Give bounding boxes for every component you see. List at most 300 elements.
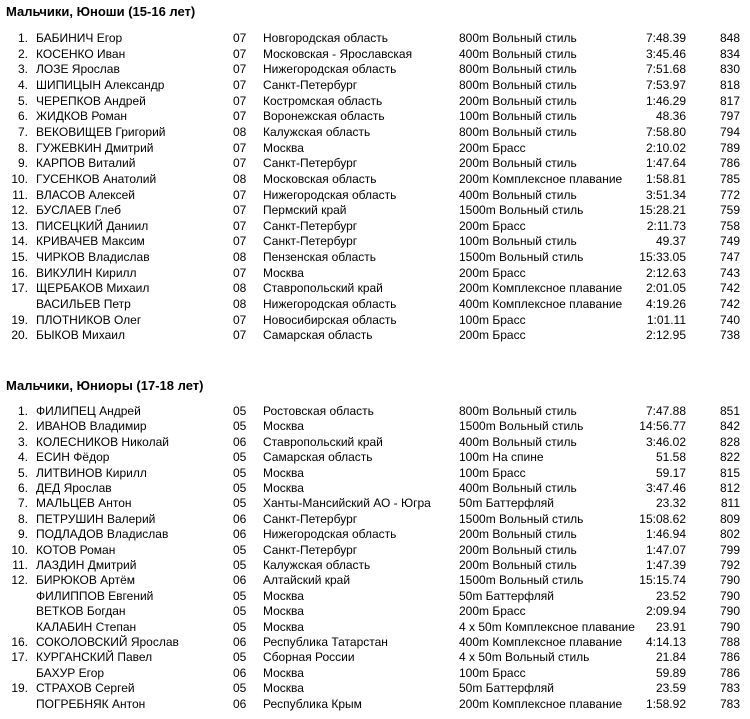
- athlete-name: БИРЮКОВ Артём: [36, 573, 135, 588]
- result-row: [0, 435, 750, 450]
- result-row: [0, 156, 750, 171]
- athlete-name: КРИВАЧЕВ Максим: [36, 234, 145, 249]
- result-time: 7:51.68: [645, 62, 686, 77]
- birth-year: 05: [233, 604, 247, 619]
- region: Калужская область: [263, 558, 371, 572]
- result-time: 48.36: [655, 109, 686, 124]
- region: Новосибирская область: [263, 312, 397, 327]
- athlete-name: ЖИДКОВ Роман: [36, 109, 128, 124]
- birth-year: 07: [233, 187, 247, 202]
- place-number: 13.: [11, 218, 28, 233]
- event-name: 1500m Вольный стиль: [459, 250, 584, 265]
- birth-year: 05: [233, 496, 247, 511]
- birth-year: 06: [233, 665, 247, 680]
- points: 834: [719, 46, 740, 61]
- points: 738: [719, 328, 740, 343]
- place-number: 1.: [17, 404, 28, 418]
- athlete-name: БУСЛАЕВ Глеб: [36, 203, 121, 218]
- points: 789: [719, 140, 740, 155]
- points: 740: [719, 312, 740, 327]
- result-row: [0, 47, 750, 62]
- points: 811: [720, 496, 740, 511]
- result-row: [0, 328, 750, 343]
- result-time: 15:08.62: [639, 511, 686, 526]
- birth-year: 07: [233, 46, 247, 61]
- region: Пензенская область: [263, 250, 377, 265]
- result-row: [0, 234, 750, 249]
- points: 790: [719, 604, 740, 619]
- points: 799: [719, 542, 740, 557]
- result-row: [0, 172, 750, 187]
- region: Калужская область: [263, 124, 371, 139]
- event-name: 400m Вольный стиль: [459, 46, 577, 61]
- place-number: 8.: [17, 511, 28, 526]
- region: Московская область: [263, 171, 377, 186]
- athlete-name: ГУЖЕВКИН Дмитрий: [36, 140, 154, 155]
- result-time: 7:58.80: [645, 124, 686, 139]
- region: Ставропольский край: [263, 281, 383, 296]
- place-number: 9.: [17, 527, 28, 542]
- birth-year: 05: [233, 588, 247, 603]
- birth-year: 08: [233, 124, 247, 139]
- points: 851: [719, 404, 740, 418]
- place-number: 15.: [11, 250, 28, 265]
- athlete-name: ДЕД Ярослав: [36, 481, 112, 495]
- region: Санкт-Петербург: [263, 156, 358, 171]
- event-name: 400m Комплексное плавание: [459, 635, 623, 649]
- event-name: 50m Баттерфляй: [459, 588, 554, 603]
- birth-year: 07: [233, 203, 247, 218]
- points: 786: [719, 665, 740, 680]
- result-row: [0, 109, 750, 124]
- athlete-name: ВИКУЛИН Кирилл: [36, 265, 137, 280]
- result-row: [0, 589, 750, 604]
- birth-year: 07: [233, 265, 247, 280]
- result-row: [0, 512, 750, 527]
- athlete-name: СОКОЛОВСКИЙ Ярослав: [36, 635, 179, 649]
- birth-year: 08: [233, 250, 247, 265]
- region: Санкт-Петербург: [263, 542, 358, 557]
- region: Санкт-Петербург: [263, 77, 358, 92]
- event-name: 200m Комплексное плавание: [459, 696, 623, 711]
- points: 790: [719, 619, 740, 634]
- points: 772: [719, 187, 740, 202]
- region: Ханты-Мансийский АО - Югра: [263, 496, 431, 511]
- points: 818: [719, 77, 740, 92]
- birth-year: 06: [233, 511, 247, 526]
- event-name: 100m Вольный стиль: [459, 109, 577, 124]
- athlete-name: ВАСИЛЬЕВ Петр: [36, 297, 131, 312]
- result-time: 3:45.46: [645, 46, 686, 61]
- points: 797: [719, 109, 740, 124]
- result-time: 15:28.21: [639, 203, 686, 218]
- result-time: 4:19.26: [645, 297, 686, 312]
- result-row: [0, 203, 750, 218]
- result-time: 1:47.39: [645, 558, 686, 572]
- result-row: [0, 94, 750, 109]
- result-time: 1:47.64: [645, 156, 686, 171]
- result-time: 7:48.39: [645, 31, 686, 45]
- athlete-name: ФИЛИПЕЦ Андрей: [36, 404, 141, 418]
- event-name: 100m На спине: [459, 450, 544, 465]
- place-number: 6.: [17, 109, 28, 124]
- result-row: [0, 543, 750, 558]
- event-name: 100m Брасс: [459, 665, 526, 680]
- event-name: 200m Брасс: [459, 604, 526, 619]
- place-number: 9.: [17, 156, 28, 171]
- birth-year: 07: [233, 140, 247, 155]
- birth-year: 05: [233, 542, 247, 557]
- athlete-name: ЛОЗЕ Ярослав: [36, 62, 120, 77]
- result-time: 2:11.73: [646, 218, 686, 233]
- athlete-name: ПЛОТНИКОВ Олег: [36, 312, 142, 327]
- result-row: [0, 481, 750, 496]
- place-number: 14.: [11, 234, 28, 249]
- athlete-name: ЧЕРЕПКОВ Андрей: [36, 93, 146, 108]
- birth-year: 07: [233, 328, 247, 343]
- birth-year: 07: [233, 234, 247, 249]
- result-row: [0, 681, 750, 696]
- region: Москва: [263, 465, 304, 480]
- region: Нижегородская область: [263, 297, 397, 312]
- birth-year: 05: [233, 650, 247, 665]
- region: Санкт-Петербург: [263, 511, 358, 526]
- points: 790: [719, 573, 740, 588]
- result-time: 21.84: [655, 650, 686, 665]
- result-time: 14:56.77: [639, 419, 686, 434]
- region: Ставропольский край: [263, 434, 383, 449]
- event-name: 50m Баттерфляй: [459, 681, 554, 696]
- result-row: [0, 297, 750, 312]
- section-title-juniors-17-18: Мальчики, Юниоры (17-18 лет): [6, 378, 204, 393]
- birth-year: 07: [233, 156, 247, 171]
- birth-year: 07: [233, 31, 247, 45]
- points: 785: [719, 171, 740, 186]
- region: Воронежская область: [263, 109, 385, 124]
- event-name: 200m Вольный стиль: [459, 542, 577, 557]
- athlete-name: ПОГРЕБНЯК Антон: [36, 696, 146, 711]
- place-number: 3.: [17, 434, 28, 449]
- event-name: 1500m Вольный стиль: [459, 511, 584, 526]
- place-number: 10.: [11, 171, 28, 186]
- points: 743: [719, 265, 740, 280]
- athlete-name: СТРАХОВ Сергей: [36, 681, 135, 696]
- place-number: 19.: [11, 312, 28, 327]
- region: Костромская область: [263, 93, 383, 108]
- athlete-name: КОТОВ Роман: [36, 542, 116, 557]
- points: 786: [719, 650, 740, 665]
- event-name: 200m Комплексное плавание: [459, 281, 623, 296]
- event-name: 1500m Вольный стиль: [459, 573, 584, 588]
- birth-year: 06: [233, 527, 247, 542]
- result-row: [0, 666, 750, 681]
- result-time: 23.32: [655, 496, 686, 511]
- result-time: 4:14.13: [645, 635, 686, 649]
- points: 848: [719, 31, 740, 45]
- event-name: 800m Вольный стиль: [459, 404, 577, 418]
- place-number: 4.: [17, 77, 28, 92]
- athlete-name: ЩЕРБАКОВ Михаил: [36, 281, 150, 296]
- result-row: [0, 313, 750, 328]
- athlete-name: ВЛАСОВ Алексей: [36, 187, 135, 202]
- athlete-name: КУРГАНСКИЙ Павел: [36, 650, 153, 665]
- result-time: 2:12.63: [645, 265, 686, 280]
- region: Республика Крым: [263, 696, 362, 711]
- event-name: 800m Вольный стиль: [459, 31, 577, 45]
- region: Москва: [263, 619, 304, 634]
- athlete-name: БАБИНИЧ Егор: [36, 31, 123, 45]
- result-time: 7:47.88: [645, 404, 686, 418]
- points: 815: [719, 465, 740, 480]
- place-number: 5.: [17, 93, 28, 108]
- result-time: 1:46.29: [645, 93, 686, 108]
- place-number: 3.: [17, 62, 28, 77]
- points: 742: [719, 281, 740, 296]
- result-row: [0, 573, 750, 588]
- region: Пермский край: [263, 203, 347, 218]
- place-number: 8.: [17, 140, 28, 155]
- athlete-name: ПИСЕЦКИЙ Даниил: [36, 218, 149, 233]
- region: Москва: [263, 481, 304, 495]
- birth-year: 05: [233, 481, 247, 495]
- region: Сборная России: [263, 650, 355, 665]
- points: 809: [719, 511, 740, 526]
- athlete-name: КАЛАБИН Степан: [36, 619, 137, 634]
- result-time: 2:01.05: [645, 281, 686, 296]
- result-time: 7:53.97: [645, 77, 686, 92]
- place-number: 16.: [11, 265, 28, 280]
- athlete-name: ЛИТВИНОВ Кирилл: [36, 465, 147, 480]
- athlete-name: ГУСЕНКОВ Анатолий: [36, 171, 157, 186]
- result-row: [0, 125, 750, 140]
- result-row: [0, 650, 750, 665]
- points: 758: [719, 218, 740, 233]
- points: 788: [719, 635, 740, 649]
- region: Нижегородская область: [263, 62, 397, 77]
- points: 783: [719, 696, 740, 711]
- region: Самарская область: [263, 328, 373, 343]
- athlete-name: МАЛЬЦЕВ Антон: [36, 496, 132, 511]
- place-number: 4.: [17, 450, 28, 465]
- result-time: 1:46.94: [645, 527, 686, 542]
- birth-year: 06: [233, 434, 247, 449]
- points: 783: [719, 681, 740, 696]
- result-time: 2:12.95: [645, 328, 686, 343]
- result-time: 23.52: [655, 588, 686, 603]
- athlete-name: ПЕТРУШИН Валерий: [36, 511, 156, 526]
- result-row: [0, 558, 750, 573]
- region: Самарская область: [263, 450, 373, 465]
- birth-year: 07: [233, 77, 247, 92]
- result-time: 1:47.07: [645, 542, 686, 557]
- event-name: 4 x 50m Вольный стиль: [459, 650, 590, 665]
- athlete-name: КОЛЕСНИКОВ Николай: [36, 434, 169, 449]
- athlete-name: ФИЛИППОВ Евгений: [36, 588, 154, 603]
- result-row: [0, 250, 750, 265]
- event-name: 50m Баттерфляй: [459, 496, 554, 511]
- place-number: 19.: [11, 681, 28, 696]
- event-name: 800m Вольный стиль: [459, 62, 577, 77]
- region: Новгородская область: [263, 31, 389, 45]
- place-number: 16.: [11, 635, 28, 649]
- region: Санкт-Петербург: [263, 218, 358, 233]
- result-row: [0, 141, 750, 156]
- points: 842: [719, 419, 740, 434]
- result-row: [0, 450, 750, 465]
- athlete-name: КОСЕНКО Иван: [36, 46, 126, 61]
- birth-year: 06: [233, 696, 247, 711]
- athlete-name: ЧИРКОВ Владислав: [36, 250, 150, 265]
- points: 822: [719, 450, 740, 465]
- result-row: [0, 266, 750, 281]
- result-time: 15:15.74: [639, 573, 686, 588]
- event-name: 200m Вольный стиль: [459, 527, 577, 542]
- birth-year: 07: [233, 218, 247, 233]
- place-number: 7.: [17, 124, 28, 139]
- points: 759: [719, 203, 740, 218]
- result-row: [0, 31, 750, 46]
- points: 830: [719, 62, 740, 77]
- place-number: 20.: [11, 328, 28, 343]
- place-number: 2.: [17, 419, 28, 434]
- birth-year: 08: [233, 171, 247, 186]
- result-time: 3:51.34: [645, 187, 686, 202]
- result-row: [0, 635, 750, 650]
- place-number: 17.: [11, 281, 28, 296]
- place-number: 10.: [11, 542, 28, 557]
- event-name: 400m Вольный стиль: [459, 187, 577, 202]
- result-time: 23.91: [655, 619, 686, 634]
- points: 812: [719, 481, 740, 495]
- place-number: 17.: [11, 650, 28, 665]
- event-name: 200m Брасс: [459, 140, 526, 155]
- points: 786: [719, 156, 740, 171]
- event-name: 400m Вольный стиль: [459, 434, 577, 449]
- place-number: 12.: [11, 203, 28, 218]
- points: 794: [719, 124, 740, 139]
- birth-year: 05: [233, 404, 247, 418]
- birth-year: 08: [233, 281, 247, 296]
- result-time: 51.58: [655, 450, 686, 465]
- athlete-name: ЕСИН Фёдор: [36, 450, 110, 465]
- athlete-name: КАРПОВ Виталий: [36, 156, 136, 171]
- region: Санкт-Петербург: [263, 234, 358, 249]
- birth-year: 06: [233, 635, 247, 649]
- athlete-name: БЫКОВ Михаил: [36, 328, 125, 343]
- result-row: [0, 620, 750, 635]
- region: Республика Татарстан: [263, 635, 388, 649]
- section-title-juniors-15-16: Мальчики, Юноши (15-16 лет): [6, 4, 196, 19]
- region: Нижегородская область: [263, 527, 397, 542]
- place-number: 11.: [12, 187, 28, 202]
- event-name: 4 x 50m Комплексное плавание: [459, 619, 635, 634]
- place-number: 12.: [11, 573, 28, 588]
- result-time: 15:33.05: [639, 250, 686, 265]
- event-name: 100m Вольный стиль: [459, 234, 577, 249]
- event-name: 800m Вольный стиль: [459, 124, 577, 139]
- birth-year: 05: [233, 558, 247, 572]
- region: Ростовская область: [263, 404, 374, 418]
- athlete-name: ВЕКОВИЩЕВ Григорий: [36, 124, 166, 139]
- birth-year: 05: [233, 450, 247, 465]
- result-row: [0, 697, 750, 712]
- result-row: [0, 527, 750, 542]
- region: Москва: [263, 588, 304, 603]
- event-name: 200m Вольный стиль: [459, 558, 577, 572]
- result-row: [0, 62, 750, 77]
- birth-year: 07: [233, 109, 247, 124]
- athlete-name: ПОДЛАДОВ Владислав: [36, 527, 169, 542]
- event-name: 200m Комплексное плавание: [459, 171, 623, 186]
- place-number: 7.: [17, 496, 28, 511]
- birth-year: 07: [233, 93, 247, 108]
- birth-year: 07: [233, 312, 247, 327]
- region: Москва: [263, 419, 304, 434]
- result-time: 49.37: [655, 234, 686, 249]
- points: 747: [719, 250, 740, 265]
- athlete-name: ЛАЗДИН Дмитрий: [36, 558, 137, 572]
- event-name: 400m Вольный стиль: [459, 481, 577, 495]
- result-row: [0, 496, 750, 511]
- event-name: 400m Комплексное плавание: [459, 297, 623, 312]
- result-time: 3:46.02: [645, 434, 686, 449]
- event-name: 100m Брасс: [459, 312, 526, 327]
- athlete-name: БАХУР Егор: [36, 665, 105, 680]
- result-row: [0, 466, 750, 481]
- birth-year: 05: [233, 681, 247, 696]
- athlete-name: ВЕТКОВ Богдан: [36, 604, 126, 619]
- result-row: [0, 188, 750, 203]
- birth-year: 05: [233, 619, 247, 634]
- points: 802: [719, 527, 740, 542]
- result-time: 1:58.92: [645, 696, 686, 711]
- event-name: 200m Брасс: [459, 218, 526, 233]
- event-name: 200m Вольный стиль: [459, 156, 577, 171]
- points: 817: [719, 93, 740, 108]
- event-name: 1500m Вольный стиль: [459, 203, 584, 218]
- points: 828: [719, 434, 740, 449]
- region: Московская - Ярославская: [263, 46, 413, 61]
- result-row: [0, 281, 750, 296]
- points: 742: [719, 297, 740, 312]
- result-time: 2:10.02: [645, 140, 686, 155]
- region: Нижегородская область: [263, 187, 397, 202]
- birth-year: 05: [233, 419, 247, 434]
- result-row: [0, 404, 750, 419]
- birth-year: 05: [233, 465, 247, 480]
- result-time: 1:01.11: [646, 312, 686, 327]
- points: 792: [719, 558, 740, 572]
- place-number: 5.: [17, 465, 28, 480]
- result-time: 59.89: [655, 665, 686, 680]
- region: Москва: [263, 604, 304, 619]
- birth-year: 07: [233, 62, 247, 77]
- place-number: 1.: [17, 31, 28, 45]
- birth-year: 06: [233, 573, 247, 588]
- region: Москва: [263, 681, 304, 696]
- place-number: 2.: [17, 46, 28, 61]
- result-time: 2:09.94: [645, 604, 686, 619]
- region: Алтайский край: [263, 573, 351, 588]
- place-number: 6.: [17, 481, 28, 495]
- event-name: 200m Брасс: [459, 265, 526, 280]
- result-row: [0, 604, 750, 619]
- event-name: 200m Брасс: [459, 328, 526, 343]
- result-time: 1:58.81: [645, 171, 686, 186]
- result-time: 23.59: [655, 681, 686, 696]
- event-name: 800m Вольный стиль: [459, 77, 577, 92]
- result-time: 59.17: [655, 465, 686, 480]
